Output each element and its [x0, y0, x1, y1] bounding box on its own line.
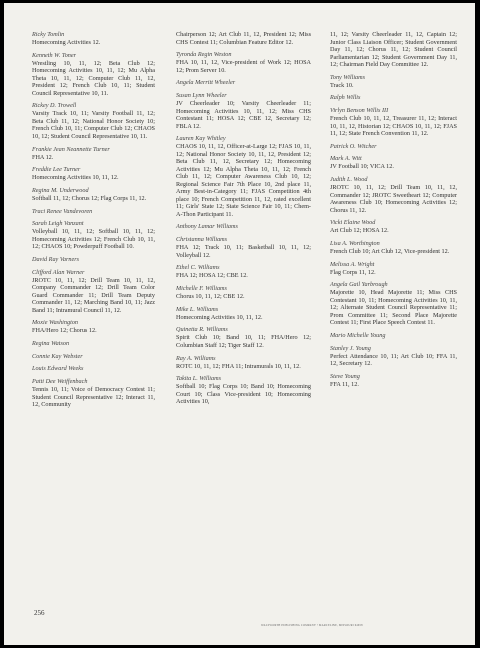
student-name: Moxie Washington — [32, 319, 79, 327]
student-entry — [32, 256, 155, 264]
student-activities: Track 10. — [330, 81, 354, 89]
student-entry — [330, 219, 457, 235]
student-name: Patrick O. Witcher — [330, 142, 377, 150]
student-name: Melissa A. Wright — [330, 260, 375, 268]
student-entry — [330, 373, 457, 389]
student-entry — [176, 285, 311, 301]
student-entry — [32, 365, 155, 373]
student-name: Takita L. Williams — [176, 375, 221, 383]
student-entry — [176, 135, 311, 218]
student-entry — [330, 94, 457, 102]
student-entry — [330, 107, 457, 138]
student-name: Tony Williams — [330, 73, 366, 81]
student-name: Patti Dee Weiffenbach — [32, 378, 88, 386]
column-2 — [176, 31, 311, 411]
publisher-footer: WALSWORTH PUBLISHING COMPANY • MARCELINE, MISSOURI 64658 — [261, 624, 363, 627]
student-entry — [176, 355, 311, 371]
student-name: Christanna Williams — [176, 236, 228, 244]
student-entry — [330, 74, 457, 90]
student-entry — [330, 176, 457, 214]
column-3 — [330, 31, 457, 394]
student-name: Sarah Leigh Vanzant — [32, 220, 84, 228]
student-name: Angela Merritt Wheeler — [176, 79, 236, 87]
student-name: Regina Watson — [32, 340, 70, 348]
page-number: 256 — [34, 609, 45, 617]
student-entry — [176, 236, 311, 259]
student-entry — [330, 155, 457, 171]
student-entry — [176, 306, 311, 322]
student-entry — [330, 143, 457, 151]
student-activities: JV Cheerleader 10; Varsity Cheerleader 11; Homecoming Activities 10, 11, 12; Miss CHS Contestant 11; HOSA 12; CBE 12, Secretary 12; FBLA 12. — [176, 100, 311, 130]
student-activities: FHA/Hero 12; Chorus 12. — [32, 327, 97, 335]
student-entry — [32, 52, 155, 98]
student-name: Freddie Lee Turner — [32, 166, 81, 174]
student-name: Clifford Alan Warner — [32, 268, 85, 276]
student-activities: Volleyball 10, 11, 12; Softball 10, 11, 12; Homecoming Activities 12; French Club 10, 11, 12; CHAOS 10; Powderpuff Football 10. — [32, 228, 155, 251]
student-activities: 11, 12; Varsity Cheerleader 11, 12, Captain 12; Junior Class Liaison Officer; Student Government Day 11, 12; Chorus 11, 12; Student Council Parliamentarian 12; Student Government Day 11, 12; Chairman Field Day Committee 12. — [330, 31, 457, 68]
student-activities: Chairperson 12; Art Club 11, 12, President 12; Miss CHS Contest 11; Columbian Feature Editor 12. — [176, 31, 311, 46]
student-entry — [330, 240, 457, 256]
student-activities: Tennis 10, 11; Voice of Democracy Contest 11; Student Council Representative 12; Interact 11, 12, Community — [32, 386, 155, 409]
student-name: Louis Edward Weeks — [32, 365, 84, 373]
student-entry — [32, 353, 155, 361]
student-activities: Art Club 12; HOSA 12. — [330, 227, 389, 235]
student-activities: Perfect Attendance 10, 11; Art Club 10; FFA 11, 12, Secretary 12. — [330, 352, 457, 368]
student-name: Ray A. Williams — [176, 354, 216, 362]
student-activities: Flag Corps 11, 12. — [330, 268, 376, 276]
student-entry — [32, 31, 155, 47]
student-entry — [32, 378, 155, 409]
student-name: Frankie Jean Neannette Turner — [32, 145, 110, 153]
student-activities: Varsity Track 10, 11; Varsity Football 11, 12; Beta Club 11, 12; National Honor Society 10; French Club 10, 11; Computer Club 12; CHAOS 10, 12; Student Council Representative 10, 11. — [32, 110, 155, 140]
student-name: Quinetta R. Williams — [176, 326, 228, 334]
student-activities: Chorus 10, 11, 12; CBE 12. — [176, 293, 245, 300]
student-activities: FHA 12; Track 10, 11; Basketball 10, 11, 12; Volleyball 12. — [176, 244, 311, 259]
student-activities: JROTC 10, 11, 12; Drill Team 10, 11, 12, Company Commander 12; Drill Team Color Guard Commander 11; Drill Team Deputy Commander 11, 12; Marching Band 10, 11; Jazz Band 11; Intramural Council 11, 12. — [32, 276, 155, 314]
student-name: David Ray Varners — [32, 256, 80, 263]
student-name: Susan Lynn Wheeler — [176, 92, 227, 100]
student-entry — [330, 31, 457, 69]
student-entry — [32, 269, 155, 315]
student-entry — [176, 79, 311, 87]
student-activities: ROTC 10, 11, 12; FHA 11; Intramurals 10, 11, 12. — [176, 362, 301, 370]
student-entry — [330, 261, 457, 277]
student-activities: FHA 12. — [32, 153, 54, 161]
student-name: Mario Michelle Young — [330, 332, 386, 340]
column-1 — [32, 31, 155, 414]
student-entry — [32, 208, 155, 216]
student-name: Kenneth W. Toner — [32, 51, 77, 59]
student-entry — [32, 220, 155, 251]
student-activities: Homecoming Activities 12. — [32, 39, 101, 46]
student-name: Connie Kay Webster — [32, 352, 83, 360]
student-entry — [176, 264, 311, 280]
student-name: Mike L. Williams — [176, 305, 219, 313]
student-entry — [176, 31, 311, 46]
student-name: Ethel C. Williams — [176, 264, 220, 272]
student-name: Traci Renee Vandevoren — [32, 207, 93, 215]
student-activities: Softball 10; Flag Corps 10; Band 10; Homecoming Court 10; Class Vice-president 10; Homecoming Activities 10, — [176, 383, 311, 406]
student-entry — [176, 375, 311, 406]
student-activities: JROTC 10, 11, 12; Drill Team 10, 11, 12, Commander 12; JROTC Sweetheart 12; Computer Awareness Club 10; Homecoming Activities 12; Chorus 11, 12. — [330, 184, 457, 214]
student-activities: Spirit Club 10; Band 10, 11; FHA/Hero 12; Columbian Staff 12; Tiger Staff 12. — [176, 334, 311, 349]
student-activities: French Club 10, 11, 12, Treasurer 11, 12; Interact 10, 11, 12, Historian 12; CHAOS 10, 11, 12; FJAS 11, 12; State French Convention 11, 12. — [330, 115, 457, 138]
student-name: Stanley J. Young — [330, 344, 371, 352]
student-entry — [330, 281, 457, 327]
student-name: Regina M. Underwood — [32, 186, 89, 194]
student-entry — [32, 340, 155, 348]
student-entry — [32, 166, 155, 182]
student-name: Virlyn Benson Willis III — [330, 107, 389, 115]
student-activities: FHA 10, 11, 12, Vice-president of Work 12; HOSA 12; Prom Server 10. — [176, 59, 311, 74]
student-name: Ricky Tomlin — [32, 31, 65, 38]
student-name: Lauren Kay Whitley — [176, 135, 226, 143]
student-name: Lisa A. Worthington — [330, 240, 380, 247]
student-name: Judith L. Wood — [330, 176, 368, 184]
student-activities: FFA 11, 12. — [330, 380, 359, 388]
student-entry — [176, 223, 311, 231]
student-activities: Majorette 10, Head Majorette 11; Miss CHS Contestant 10, 11; Homecoming Activities 10, 11, 12; Alternate Student Council Representative 11; Prom Committee 11; Second Place Majorette Contest 11; First Place Speech Contest 11. — [330, 289, 457, 327]
student-name: Rickey D. Trowell — [32, 102, 77, 110]
student-name: Angela Gail Yarbrough — [330, 281, 388, 289]
student-activities: Homecoming Activities 10, 11, 12. — [176, 313, 263, 321]
student-activities: Homecoming Activities 10, 11, 12. — [32, 174, 119, 182]
student-name: Michelle F. Williams — [176, 285, 227, 292]
student-name: Tyronda Regin Weston — [176, 51, 232, 59]
student-entry — [330, 345, 457, 368]
student-entry — [176, 326, 311, 349]
student-entry — [176, 92, 311, 130]
student-activities: Wrestling 10, 11, 12; Beta Club 12; Homecoming Activities 10, 11, 12; Mu Alpha Theta 10, 11, 12; Computer Club 11, 12, President 12; French Club 10, 11; Student Council Representative 10, 11. — [32, 59, 155, 97]
student-name: Anthony Lamar Williams — [176, 223, 238, 231]
student-name: Steve Young — [330, 372, 360, 380]
student-entry — [32, 102, 155, 140]
student-activities: FHA 12; HOSA 12; CBE 12. — [176, 272, 248, 280]
yearbook-page — [4, 3, 475, 645]
student-activities: French Club 10; Art Club 12, Vice-president 12. — [330, 248, 450, 255]
student-activities: Softball 11, 12; Chorus 12; Flag Corps 11, 12. — [32, 194, 147, 202]
student-activities: JV Football 10; VICA 12. — [330, 163, 394, 171]
student-name: Ralph Willis — [330, 94, 361, 102]
student-entry — [330, 332, 457, 340]
student-entry — [32, 319, 155, 335]
student-entry — [32, 187, 155, 203]
student-entry — [32, 146, 155, 162]
student-name: Vicki Elaine Wood — [330, 219, 376, 227]
student-name: Mark A. Witt — [330, 155, 362, 163]
student-entry — [176, 51, 311, 74]
student-activities: CHAOS 10, 11, 12, Officer-at-Large 12; FJAS 10, 11, 12; National Honor Society 10, 11, 12, President 12; Beta Club 11, 12, Secretary 12; Homecoming Activities 12; Mu Alpha Theta 10, 11, 12; French Club 11, 12; Computer Awareness Club 10, 12; Regional Science Fair 7th Place 10, 2nd place 11, Army Best-in-Category 11; FJAS Competition 4th place 10; French Competition 11, 12, rated excellent 11; Girls' State 12; State Science Fair 10, 11; Chem-A-Thon Participant 11. — [176, 143, 311, 218]
